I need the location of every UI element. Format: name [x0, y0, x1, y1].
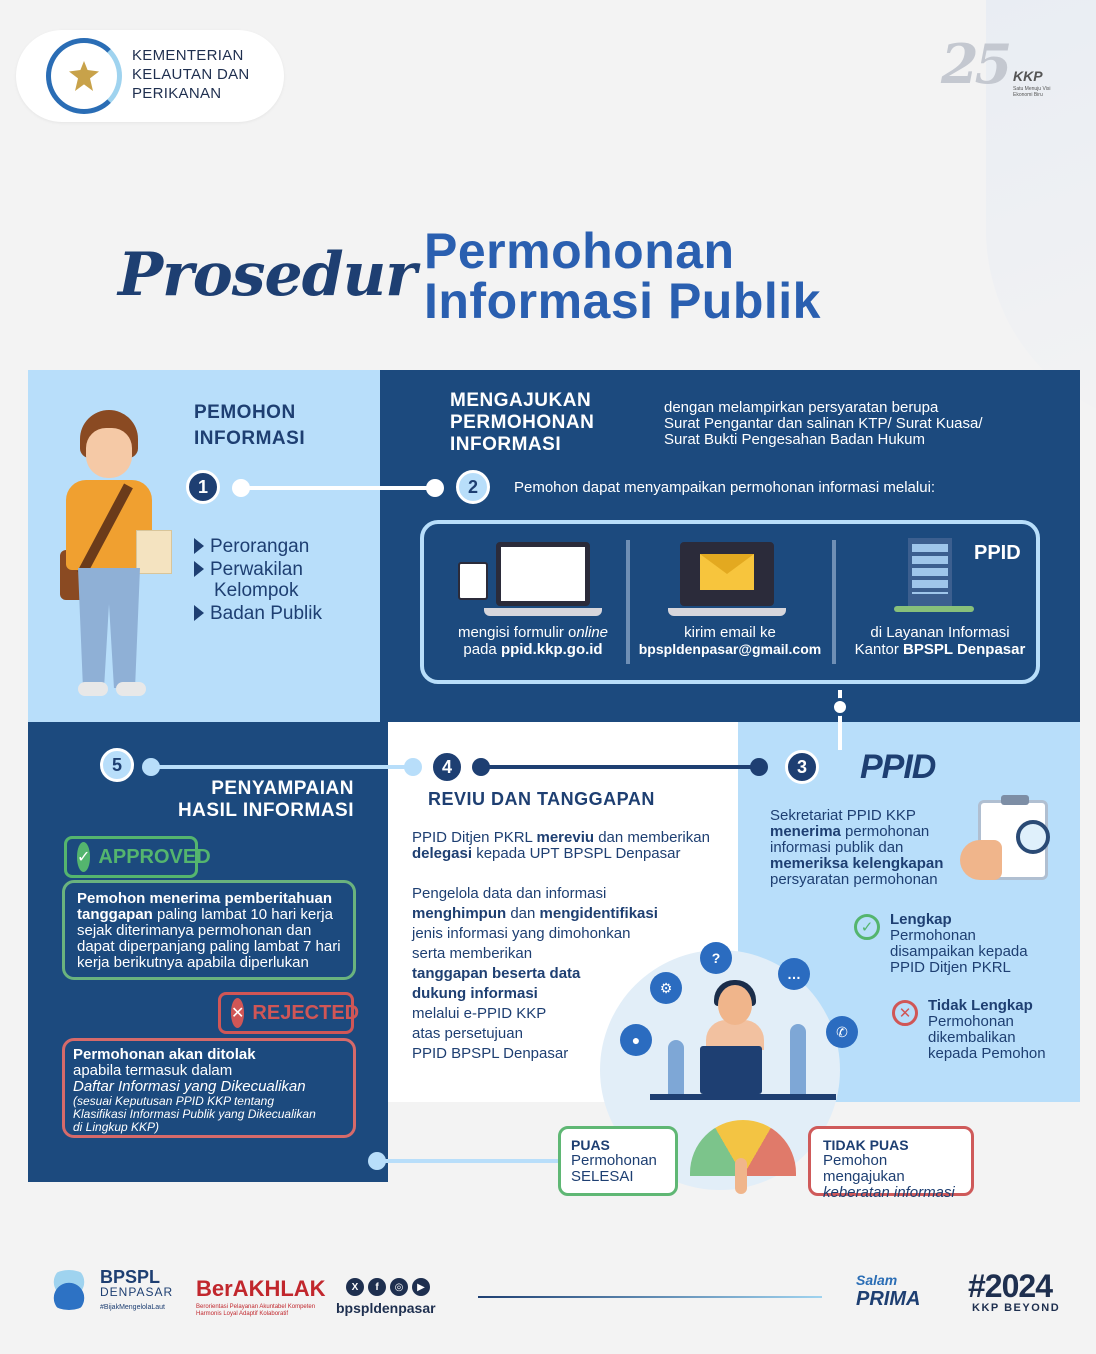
step5-heading	[146, 778, 354, 822]
monitor-icon	[700, 1046, 762, 1094]
desc-line: persyaratan permohonan	[770, 871, 938, 888]
connector-dot	[142, 758, 160, 776]
approved-badge	[64, 836, 211, 878]
desc-text: paling lambat 10 hari kerja	[152, 906, 333, 923]
tidak-puas-line: keberatan informasi	[823, 1184, 955, 1201]
puas-line: Permohonan	[571, 1152, 657, 1169]
chevron-right-icon	[194, 561, 204, 577]
social-handle[interactable]: bpspldenpasar	[336, 1300, 436, 1316]
caption-text: di Layanan Informasi	[870, 624, 1010, 641]
check-icon: ✓	[77, 842, 90, 872]
puas-line: SELESAI	[571, 1168, 634, 1185]
lengkap-line: PPID Ditjen PKRL	[890, 959, 1011, 976]
bpspl-sub: DENPASAR	[100, 1285, 174, 1299]
desc-line	[412, 830, 710, 846]
title-line: Permohonan	[424, 223, 735, 279]
lengkap-title: Lengkap	[890, 911, 952, 928]
laptop-base	[484, 608, 602, 616]
step3-number: 3	[785, 750, 819, 784]
step5-number: 5	[100, 748, 134, 782]
desc-bold: menghimpun	[412, 905, 507, 922]
heading-line: PEMOHON	[194, 402, 296, 423]
kkp-beyond-text: KKP BEYOND	[972, 1302, 1061, 1314]
desc-line: serta memberikan	[412, 945, 533, 962]
lengkap-line: Permohonan	[890, 927, 976, 944]
social-icons	[346, 1278, 430, 1296]
bpspl-logo-icon	[44, 1270, 94, 1310]
connector-line	[248, 486, 438, 490]
approved-label: APPROVED	[98, 845, 211, 868]
chevron-right-icon	[194, 538, 204, 554]
lengkap-line: disampaikan kepada	[890, 943, 1028, 960]
caption-line	[438, 641, 628, 658]
berakhlak-sub-line: Harmonis Loyal Adaptif Kolaboratif	[196, 1311, 289, 1317]
desc-bold: tanggapan	[77, 906, 153, 923]
connector-line	[384, 1159, 560, 1163]
desc-line: dukung informasi	[412, 985, 538, 1002]
applicant-illustration	[60, 410, 180, 710]
x-twitter-icon[interactable]: X	[346, 1278, 364, 1296]
instagram-icon[interactable]: ◎	[390, 1278, 408, 1296]
channel-separator	[832, 540, 836, 664]
title-line: Informasi Publik	[424, 273, 821, 329]
footer-divider	[478, 1296, 822, 1298]
desc-line: PPID BPSPL Denpasar	[412, 1045, 569, 1062]
title-script: Prosedur	[118, 240, 416, 310]
caption-line	[840, 641, 1040, 658]
check-circle-icon: ✓	[854, 914, 880, 940]
magnifier-icon	[1016, 820, 1050, 854]
connector-dot	[472, 758, 490, 776]
ppid-logo: PPID	[860, 748, 936, 786]
step1-heading	[194, 400, 305, 452]
anniversary-number: 25	[941, 32, 1009, 96]
lengkap-block	[890, 912, 1028, 976]
step2-description	[664, 400, 983, 448]
step2-number: 2	[456, 470, 490, 504]
desc-line: memeriksa kelengkapan	[770, 855, 944, 872]
tidak-puas-box	[808, 1126, 974, 1201]
desc-line: dengan melampirkan persyaratan berupa	[664, 399, 939, 416]
step1-number: 1	[186, 470, 220, 504]
ministry-name-line: PERIKANAN	[132, 85, 222, 102]
caption-bold: BPSPL Denpasar	[903, 641, 1026, 658]
tidak-puas-title: TIDAK PUAS	[823, 1137, 909, 1153]
agent-head	[718, 985, 752, 1025]
step2-via-text: Pemohon dapat menyampaikan permohonan informasi melalui:	[514, 479, 936, 496]
chevron-right-icon	[194, 605, 204, 621]
heading-line: INFORMASI	[194, 428, 306, 449]
caption-text: kirim email ke	[684, 624, 776, 641]
anniversary-small-text: Satu Menuju Visi Ekonomi Biru	[1013, 86, 1051, 98]
bpspl-name: BPSPL	[100, 1267, 161, 1287]
step4-heading: REVIU DAN TANGGAPAN	[428, 789, 655, 809]
salam-text: Salam	[856, 1272, 898, 1288]
tidak-lengkap-line: Permohonan	[928, 1013, 1014, 1030]
step4-paragraph1	[412, 830, 710, 862]
approved-box	[62, 880, 356, 980]
ministry-name-line: KEMENTERIAN	[132, 47, 244, 64]
rejected-line: Permohonan akan ditolak	[73, 1046, 256, 1063]
ground-icon	[894, 606, 974, 612]
plant-icon	[668, 1040, 684, 1096]
berakhlak-logo: BerAKHLAK	[196, 1276, 326, 1301]
rejected-line: di Lingkup KKP)	[73, 1120, 160, 1134]
ministry-name-line: KELAUTAN DAN	[132, 66, 250, 83]
desc-line: Surat Bukti Pengesahan Badan Hukum	[664, 431, 925, 448]
form-document-icon	[458, 562, 488, 600]
heading-line: INFORMASI	[450, 434, 562, 455]
shoe-icon	[116, 682, 146, 696]
bpspl-logo-text	[100, 1267, 174, 1315]
desc-line: atas persetujuan	[412, 1025, 523, 1042]
desc-line: jenis informasi yang dimohonkan	[412, 925, 631, 942]
desc-text: dan memberikan	[594, 829, 710, 846]
chat-icon: …	[778, 958, 810, 990]
connector-line	[480, 765, 762, 769]
laptop-base	[668, 608, 786, 616]
connector-dot	[404, 758, 422, 776]
desc-bold: mengidentifikasi	[539, 905, 658, 922]
berakhlak-sub	[196, 1304, 315, 1318]
caption-line	[438, 624, 628, 641]
ministry-name	[132, 46, 250, 103]
desc-line	[770, 824, 943, 840]
ministry-logo-pill	[16, 30, 284, 122]
email-envelope-icon	[700, 554, 754, 590]
desc-text: dan	[506, 905, 540, 922]
caption-text: pada	[463, 641, 501, 658]
applicant-face	[86, 428, 132, 478]
group-icon: ●	[620, 1024, 652, 1056]
kkp-25-anniversary-logo	[941, 32, 1066, 105]
prima-text: PRIMA	[856, 1288, 921, 1310]
berakhlak-sub-line: Berorientasi Pelayanan Akuntabel Kompeten	[196, 1304, 316, 1310]
online-url-link[interactable]: ppid.kkp.go.id	[500, 641, 603, 658]
desc-text: kepada UPT BPSPL Denpasar	[472, 845, 681, 862]
ppid-label: PPID	[974, 542, 1021, 564]
list-item-label: Badan Publik	[210, 603, 322, 624]
channel-office-caption	[840, 624, 1040, 658]
gauge-pointer-icon	[735, 1158, 747, 1194]
caption-text: mengisi formulir o	[457, 624, 577, 641]
desc-line: informasi publik dan	[770, 839, 904, 856]
close-icon: ✕	[231, 998, 244, 1028]
step3-description	[770, 808, 943, 888]
heading-line: MENGAJUKAN	[450, 390, 592, 411]
heading-line: HASIL INFORMASI	[177, 800, 354, 821]
puas-title: PUAS	[571, 1137, 610, 1153]
list-item	[194, 603, 322, 624]
list-item-label: Kelompok	[214, 580, 299, 601]
tidak-lengkap-line: kepada Pemohon	[928, 1045, 1046, 1062]
title-main	[424, 223, 821, 329]
rejected-line: Daftar Informasi yang Dikecualikan	[73, 1078, 306, 1095]
book-icon	[136, 530, 172, 574]
tidak-lengkap-block	[928, 998, 1046, 1062]
x-circle-icon: ✕	[892, 1000, 918, 1026]
rejected-box	[62, 1038, 356, 1138]
connector-line	[152, 765, 414, 769]
desk	[650, 1094, 836, 1100]
plant-icon	[790, 1024, 806, 1096]
list-item	[194, 536, 322, 557]
garuda-emblem-icon	[69, 61, 99, 91]
desc-line: Pengelola data dan informasi	[412, 885, 607, 902]
desc-line: Surat Pengantar dan salinan KTP/ Surat Kuasa/	[664, 415, 983, 432]
year-2024-logo: #2024	[968, 1268, 1052, 1304]
question-icon: ?	[700, 942, 732, 974]
step4-number: 4	[430, 750, 464, 784]
desc-line	[412, 904, 658, 924]
heading-line: PENYAMPAIAN	[211, 778, 354, 799]
approved-line	[77, 907, 341, 923]
list-item	[194, 559, 322, 580]
channel-email-caption	[630, 624, 830, 658]
puas-box	[558, 1126, 678, 1196]
rejected-line: (sesuai Keputusan PPID KKP tentang	[73, 1094, 275, 1108]
desc-line: melalui e-PPID KKP	[412, 1005, 547, 1022]
desc-text: permohonan	[840, 823, 930, 840]
bpspl-tag: #BijakMengelolaLaut	[100, 1304, 165, 1311]
list-item-label: Perorangan	[210, 536, 310, 557]
approved-line: Pemohon menerima pemberitahuan	[77, 890, 333, 907]
ministry-emblem-logo	[46, 38, 122, 114]
list-item-label: Perwakilan	[210, 559, 303, 580]
desc-text: PPID Ditjen PKRL	[412, 829, 537, 846]
tidak-puas-line: Pemohon mengajukan	[823, 1152, 905, 1185]
submission-channels-box	[420, 520, 1040, 684]
email-address-link[interactable]: bpspldenpasar@gmail.com	[638, 641, 822, 657]
connector-dot	[831, 698, 849, 716]
rejected-line: apabila termasuk dalam	[73, 1062, 233, 1079]
anniversary-tag: KKP	[1013, 68, 1043, 84]
applicant-type-list	[194, 536, 322, 624]
step2-heading	[450, 390, 594, 456]
connector-dot	[750, 758, 768, 776]
salam-prima-logo	[856, 1272, 920, 1311]
caption-italic: nline	[576, 624, 609, 641]
approved-line: sejak diterimanya permohonan dan	[77, 922, 312, 939]
rejected-label: REJECTED	[252, 1001, 360, 1024]
caption-text: Kantor	[854, 641, 904, 658]
desc-line	[412, 846, 710, 862]
rejected-badge	[218, 992, 360, 1034]
heading-line: PERMOHONAN	[450, 412, 595, 433]
desc-bold: menerima	[770, 823, 841, 840]
youtube-icon[interactable]: ▶	[412, 1278, 430, 1296]
rejected-line: Klasifikasi Informasi Publik yang Dikecualikan	[73, 1107, 316, 1121]
approved-line: dapat diperpanjang paling lambat 7 hari	[77, 938, 341, 955]
applicant-legs	[78, 568, 140, 688]
tidak-lengkap-line: dikembalikan	[928, 1029, 1016, 1046]
online-form-laptop-icon	[496, 542, 590, 606]
channel-online-caption	[438, 624, 628, 658]
connector-dot	[426, 479, 444, 497]
desc-line: Sekretariat PPID KKP	[770, 807, 916, 824]
office-building-icon	[908, 538, 952, 612]
settings-icon: ⚙	[650, 972, 682, 1004]
phone-icon: ✆	[826, 1016, 858, 1048]
desc-bold: delegasi	[412, 845, 473, 862]
desc-bold: mereviu	[536, 829, 595, 846]
tidak-lengkap-title: Tidak Lengkap	[928, 997, 1033, 1014]
desc-line: tanggapan beserta data	[412, 965, 581, 982]
approved-line: kerja berikutnya apabila diperlukan	[77, 954, 309, 971]
hand-icon	[960, 840, 1002, 880]
facebook-icon[interactable]: f	[368, 1278, 386, 1296]
shoe-icon	[78, 682, 108, 696]
